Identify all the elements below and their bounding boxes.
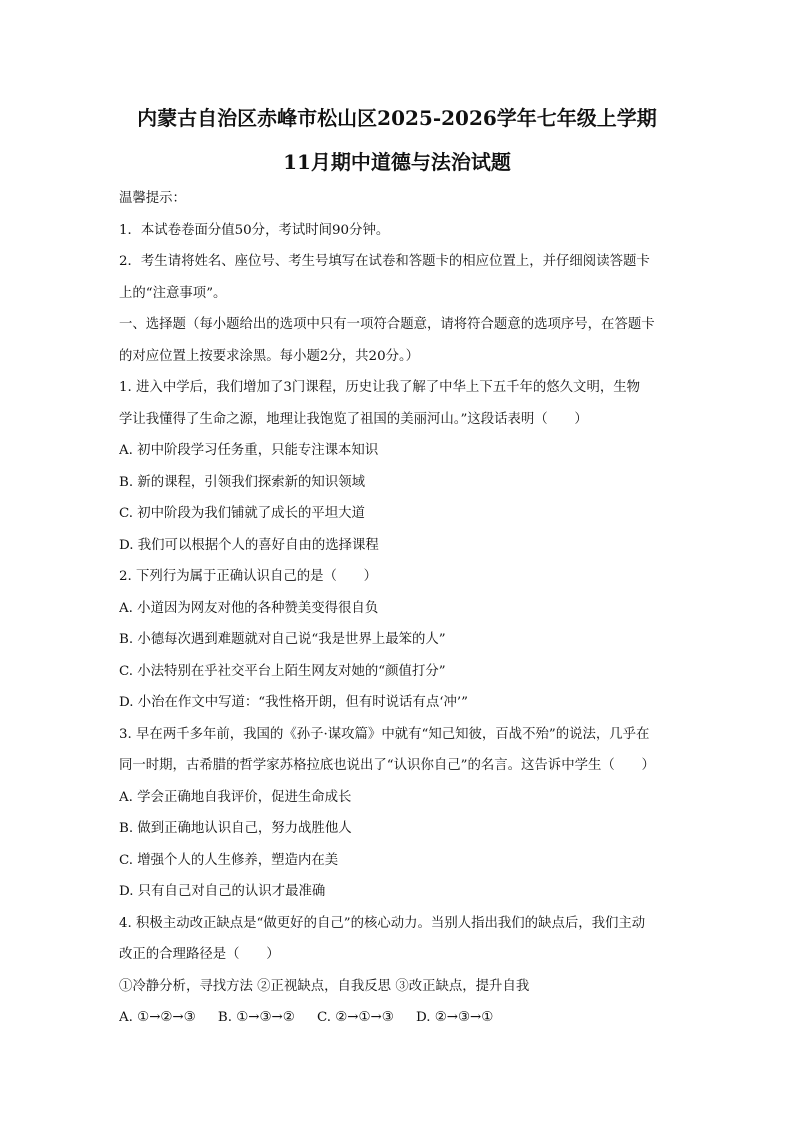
question-4-option-b: B. ①→③→②	[217, 1010, 295, 1025]
question-4-option-d: D. ②→③→①	[415, 1010, 494, 1025]
question-3-stem-line1: 3. 早在两千多年前，我国的《孙子·谋攻篇》中就有“知己知彼，百战不殆”的说法，几乎在	[119, 726, 650, 742]
tips-item-2-line2: 上的“注意事项”。	[119, 285, 227, 301]
question-1-option-c: C. 初中阶段为我们铺就了成长的平坦大道	[119, 506, 365, 521]
question-2-option-a: A. 小道因为网友对他的各种赞美变得很自负	[119, 600, 379, 616]
question-4-statements: ①冷静分析，寻找方法 ②正视缺点，自我反思 ③改正缺点，提升自我	[119, 978, 530, 994]
question-3-option-a: A. 学会正确地自我评价，促进生命成长	[119, 789, 352, 805]
question-2-option-d: D. 小治在作文中写道：“我性格开朗，但有时说话有点‘冲’”	[119, 695, 468, 710]
question-4-stem-line1: 4. 积极主动改正缺点是“做更好的自己”的核心动力。当别人指出我们的缺点后，我们主动	[119, 915, 646, 931]
question-2-stem: 2. 下列行为属于正确认识自己的是（ ）	[119, 569, 378, 584]
question-2-option-b: B. 小德每次遇到难题就对自己说“我是世界上最笨的人”	[119, 632, 446, 647]
question-4-option-c: C. ②→①→③	[316, 1010, 394, 1025]
question-4-stem-line2: 改正的合理路径是（ ）	[119, 947, 280, 962]
question-3-option-c: C. 增强个人的人生修养，塑造内在美	[119, 852, 339, 868]
exam-content	[119, 183, 677, 1034]
question-4-options	[119, 1002, 677, 1034]
question-2-option-c: C. 小法特别在乎社交平台上陌生网友对她的“颜值打分”	[119, 663, 446, 679]
question-1-option-d: D. 我们可以根据个人的喜好自由的选择课程	[119, 537, 379, 553]
question-1-stem-line1: 1. 进入中学后，我们增加了3门课程，历史让我了解了中华上下五千年的悠久文明，生物	[119, 380, 641, 395]
question-3-option-b: B. 做到正确地认识自己，努力战胜他人	[119, 821, 352, 836]
question-3-stem-line2: 同一时期，古希腊的哲学家苏格拉底也说出了“认识你自己”的名言。这告诉中学生（ ）	[119, 758, 655, 773]
exam-title-line2: 11月期中道德与法治试题	[283, 150, 511, 174]
question-1-stem-line2: 学让我懂得了生命之源，地理让我饱览了祖国的美丽河山。”这段话表明（ ）	[119, 411, 588, 427]
exam-title-line1: 内蒙古自治区赤峰市松山区2025-2026学年七年级上学期	[137, 106, 657, 130]
section-heading-line1: 一、选择题（每小题给出的选项中只有一项符合题意，请将符合题意的选项序号，在答题卡	[119, 317, 655, 332]
question-1-option-b: B. 新的课程，引领我们探索新的知识领域	[119, 474, 365, 490]
tips-heading: 温馨提示：	[119, 191, 186, 206]
question-1-option-a: A. 初中阶段学习任务重，只能专注课本知识	[119, 443, 379, 458]
question-3-option-d: D. 只有自己对自己的认识才最准确	[119, 884, 326, 899]
tips-item-1: 1．本试卷卷面分值50分，考试时间90分钟。	[119, 222, 390, 238]
tips-item-2-line1: 2．考生请将姓名、座位号、考生号填写在试卷和答题卡的相应位置上，并仔细阅读答题卡	[119, 254, 650, 269]
section-heading-line2: 的对应位置上按要求涂黑。每小题2分，共20分。）	[119, 348, 420, 364]
question-4-option-a: A. ①→②→③	[119, 1010, 196, 1025]
